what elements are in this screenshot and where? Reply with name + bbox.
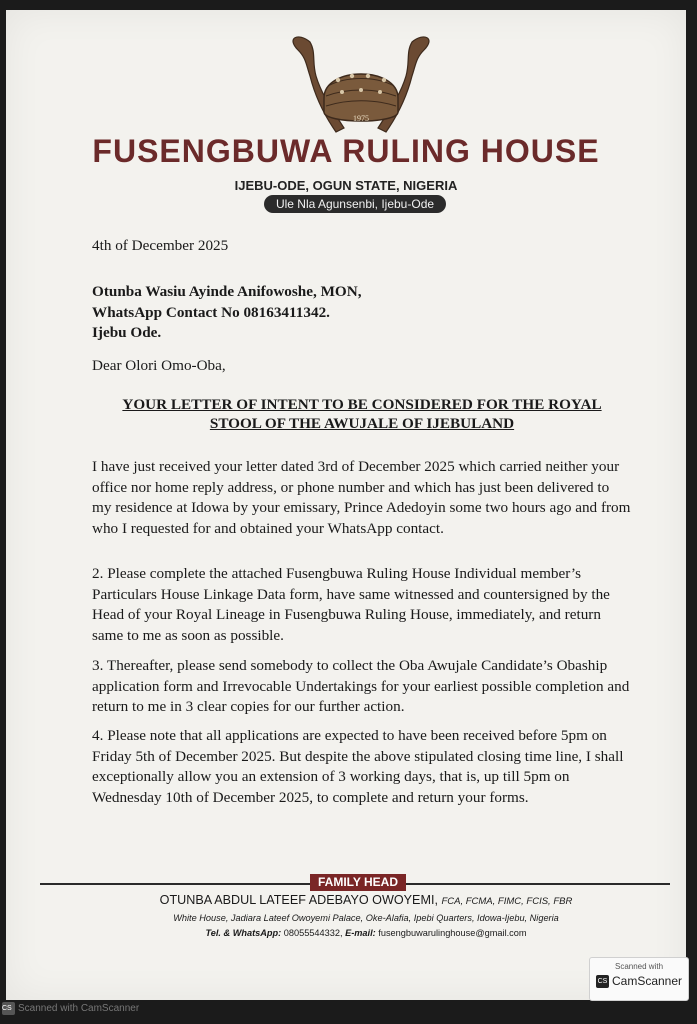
phone-number: 08055544332, xyxy=(283,928,343,938)
recipient-contact: WhatsApp Contact No 08163411342. xyxy=(92,303,330,321)
crest-year: 1975 xyxy=(353,114,369,123)
family-head-qualifications: FCA, FCMA, FIMC, FCIS, FBR xyxy=(441,896,573,907)
house-name: FUSENGBUWA RULING HOUSE xyxy=(92,133,600,169)
stamp-brand-row xyxy=(590,974,688,988)
recipient-address xyxy=(92,282,632,344)
paragraph-2: 2. Please complete the attached Fusengbuwa Ruling House Individual member’s Particulars House Linkage Data form, have same witnessed and countersigned by the Head of your Royal Lineage in Fusengbuwa Ruling House, immediately, and return same to me as soon as possible. xyxy=(92,565,610,644)
family-head-badge: FAMILY HEAD xyxy=(310,874,406,891)
paragraph-4: 4. Please note that all applications are expected to have been received before 5pm on Friday 5th of December 2025. But despite the above stipulated closing time line, I shall exceptionally allow you an extension of 3 working days, that is, up till 5pm on Wednesday 10th of December 2025, to complete and return your forms. xyxy=(92,727,624,806)
family-head-name xyxy=(106,893,626,907)
camscanner-watermark xyxy=(2,1000,302,1018)
camscanner-stamp xyxy=(589,957,689,1001)
family-head-address: White House, Jadiara Lateef Owoyemi Palace, Oke-Alafia, Ipebi Quarters, Idowa-Ijebu, Nigeria xyxy=(173,913,559,923)
camscanner-logo-icon: CS xyxy=(596,975,609,988)
recipient-name: Otunba Wasiu Ayinde Anifowoshe, MON, xyxy=(92,283,362,300)
stamp-brand: CamScanner xyxy=(611,974,683,988)
email-label: E-mail: xyxy=(345,928,376,938)
camscanner-watermark-icon: CS xyxy=(2,1002,15,1015)
location-line: IJEBU-ODE, OGUN STATE, NIGERIA xyxy=(234,178,458,193)
salutation: Dear Olori Omo-Oba, xyxy=(92,357,226,374)
subject-heading xyxy=(92,395,632,433)
royal-crest-icon xyxy=(276,28,446,140)
subject-line-1: YOUR LETTER OF INTENT TO BE CONSIDERED FOR THE ROYAL xyxy=(122,396,602,413)
subject-line-2: STOOL OF THE AWUJALE OF IJEBULAND xyxy=(209,415,515,432)
family-head-contact xyxy=(106,928,626,938)
watermark-text: Scanned with CamScanner xyxy=(18,1003,140,1014)
paragraph-3: 3. Thereafter, please send somebody to collect the Oba Awujale Candidate’s Obaship application form and Irrevocable Undertakings for your earliest possible completion and return to me in 3 clear copies for our further action. xyxy=(92,657,630,715)
stamp-caption: Scanned with xyxy=(614,962,664,971)
motto-badge: Ule Nla Agunsenbi, Ijebu-Ode xyxy=(264,195,446,213)
email-address: fusengbuwarulinghouse@gmail.com xyxy=(378,928,527,938)
paragraph-1: I have just received your letter dated 3rd of December 2025 which carried neither your office nor home reply address, or phone number and which has just been delivered to my residence at Idowa by your emissary, Prince Adedoyin some two hours ago and from who I requested for and obtained your WhatsApp contact. xyxy=(92,458,631,537)
family-head-fullname: OTUNBA ABDUL LATEEF ADEBAYO OWOYEMI, xyxy=(159,893,438,907)
letter-page xyxy=(6,10,686,1000)
recipient-city: Ijebu Ode. xyxy=(92,324,162,341)
phone-label: Tel. & WhatsApp: xyxy=(205,928,282,938)
letter-date: 4th of December 2025 xyxy=(92,237,229,254)
